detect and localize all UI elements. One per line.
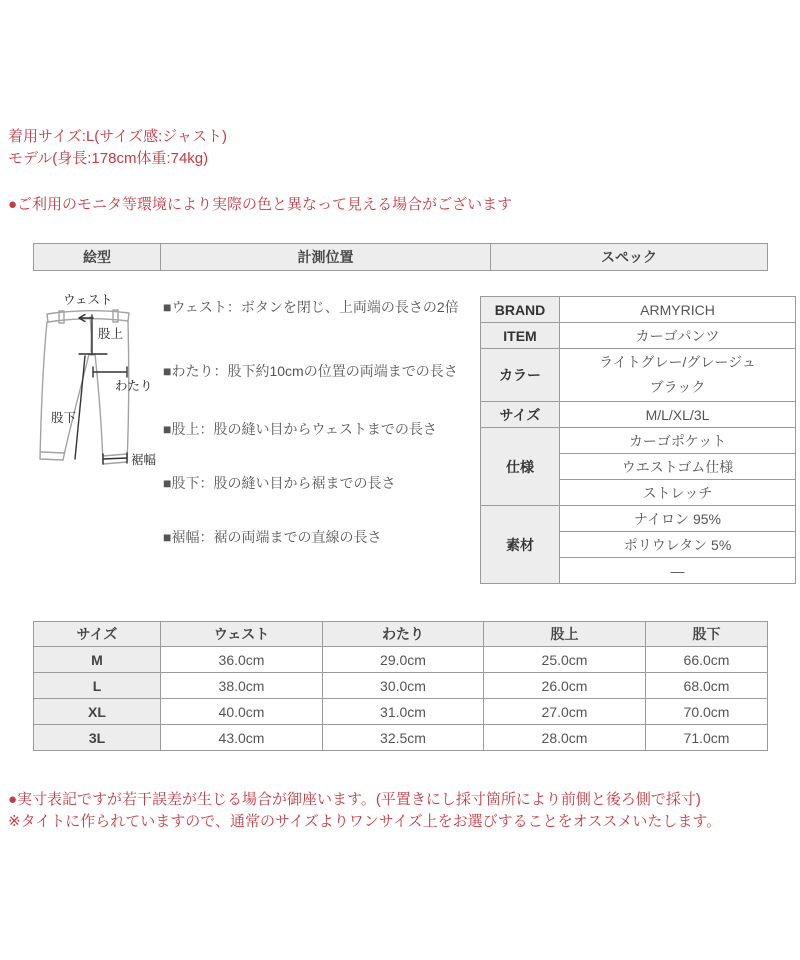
right-hem: [103, 462, 127, 464]
spec-label-size: サイズ: [481, 402, 560, 428]
size-cell: M: [34, 647, 161, 673]
spec-value-feature-1: カーゴポケット: [560, 428, 796, 454]
size-col-size: サイズ: [34, 622, 161, 647]
fly-line: [90, 317, 91, 352]
size-cell: 36.0cm: [161, 647, 323, 673]
spec-value-material-1: ナイロン 95%: [560, 506, 796, 532]
info-header-row: [34, 244, 768, 271]
size-cell: 28.0cm: [484, 725, 646, 751]
size-cell: 32.5cm: [323, 725, 484, 751]
size-col-rise: 股上: [484, 622, 646, 647]
right-inseam: [95, 354, 103, 464]
spec-value-feature-3: ストレッチ: [560, 480, 796, 506]
header-cell-measure-position: 計測位置: [161, 244, 491, 271]
model-info-text: モデル(身長:178cm体重:74kg): [8, 150, 209, 167]
rise-label: 股上: [98, 327, 124, 341]
measurement-descriptions: [163, 297, 485, 557]
size-cell: 25.0cm: [484, 647, 646, 673]
spec-label-features: 仕様: [481, 428, 560, 506]
size-row-3l: [34, 725, 768, 751]
size-col-waist: ウェスト: [161, 622, 323, 647]
spec-value-color: [560, 349, 796, 402]
size-row-m: [34, 647, 768, 673]
info-header-table: [33, 243, 768, 271]
size-cell: 30.0cm: [323, 673, 484, 699]
size-cell: 29.0cm: [323, 647, 484, 673]
spec-value-feature-2: ウエストゴム仕様: [560, 454, 796, 480]
spec-value-material-2: ポリウレタン 5%: [560, 532, 796, 558]
size-cell: 43.0cm: [161, 725, 323, 751]
size-cell: 26.0cm: [484, 673, 646, 699]
spec-row-size: [481, 402, 796, 428]
left-hem: [40, 459, 63, 460]
size-cell: 40.0cm: [161, 699, 323, 725]
waist-label: ウェスト: [63, 293, 113, 307]
spec-value-brand: ARMYRICH: [560, 297, 796, 323]
footer-notes: [8, 789, 721, 833]
pants-diagram: [35, 292, 165, 477]
size-col-inseam: 股下: [646, 622, 768, 647]
size-cell: 71.0cm: [646, 725, 768, 751]
size-table: [33, 621, 768, 751]
size-cell: 31.0cm: [323, 699, 484, 725]
footer-note-accuracy: ●実寸表記ですが若干誤差が生じる場合が御座います。(平置きにし採寸箇所により前側と後ろ側で採寸): [8, 791, 701, 808]
spec-value-item: カーゴパンツ: [560, 323, 796, 349]
size-cell: XL: [34, 699, 161, 725]
monitor-note: ●ご利用のモニタ等環境により実際の色と異なって見える場合がございます: [8, 196, 513, 213]
spec-color-line2: ブラック: [649, 379, 706, 395]
thigh-measure-line: [93, 367, 127, 377]
spec-value-size: M/L/XL/3L: [560, 402, 796, 428]
left-cuff-line: [41, 452, 64, 453]
spec-table: [480, 296, 796, 584]
spec-label-material: 素材: [481, 506, 560, 584]
wearing-size-text: 着用サイズ:L(サイズ感:ジャスト): [8, 128, 227, 145]
right-cuff-line: [103, 454, 127, 456]
size-col-thigh: わたり: [323, 622, 484, 647]
spec-row-color: [481, 349, 796, 402]
measure-desc-waist: ■ウェスト：ボタンを閉じ、上両端の長さの2倍: [163, 299, 459, 315]
size-cell: L: [34, 673, 161, 699]
size-cell: 3L: [34, 725, 161, 751]
size-row-xl: [34, 699, 768, 725]
spec-row-item: [481, 323, 796, 349]
size-cell: 66.0cm: [646, 647, 768, 673]
hem-width-label: 裾幅: [131, 453, 157, 467]
spec-row-brand: [481, 297, 796, 323]
inseam-label: 股下: [51, 411, 77, 425]
spec-value-material-3: —: [560, 558, 796, 584]
header-cell-spec: スペック: [491, 244, 768, 271]
header-cell-drawing: 絵型: [34, 244, 161, 271]
measure-desc-thigh: ■わたり：股下約10cmの位置の両端までの長さ: [163, 363, 458, 379]
spec-label-color: カラー: [481, 349, 560, 402]
size-cell: 68.0cm: [646, 673, 768, 699]
spec-label-item: ITEM: [481, 323, 560, 349]
size-table-header-row: [34, 622, 768, 647]
left-outer-seam: [40, 322, 47, 459]
spec-row-material-1: [481, 506, 796, 532]
spec-label-brand: BRAND: [481, 297, 560, 323]
spec-row-feature-1: [481, 428, 796, 454]
thigh-label: わたり: [115, 379, 153, 393]
size-cell: 27.0cm: [484, 699, 646, 725]
footer-note-sizing: ※タイトに作られていますので、通常のサイズよりワンサイズ上をお選びすることをオススメいたします。: [8, 813, 722, 830]
measure-desc-hem: ■裾幅：裾の両端までの直線の長さ: [163, 529, 382, 545]
size-cell: 70.0cm: [646, 699, 768, 725]
wearing-info: [8, 126, 227, 170]
measure-desc-inseam: ■股下：股の縫い目から裾までの長さ: [163, 475, 396, 491]
size-cell: 38.0cm: [161, 673, 323, 699]
size-row-l: [34, 673, 768, 699]
spec-color-line1: ライトグレー/グレージュ: [599, 354, 756, 370]
measure-desc-rise: ■股上：股の縫い目からウェストまでの長さ: [163, 421, 437, 437]
inseam-measure-line: [75, 356, 85, 459]
